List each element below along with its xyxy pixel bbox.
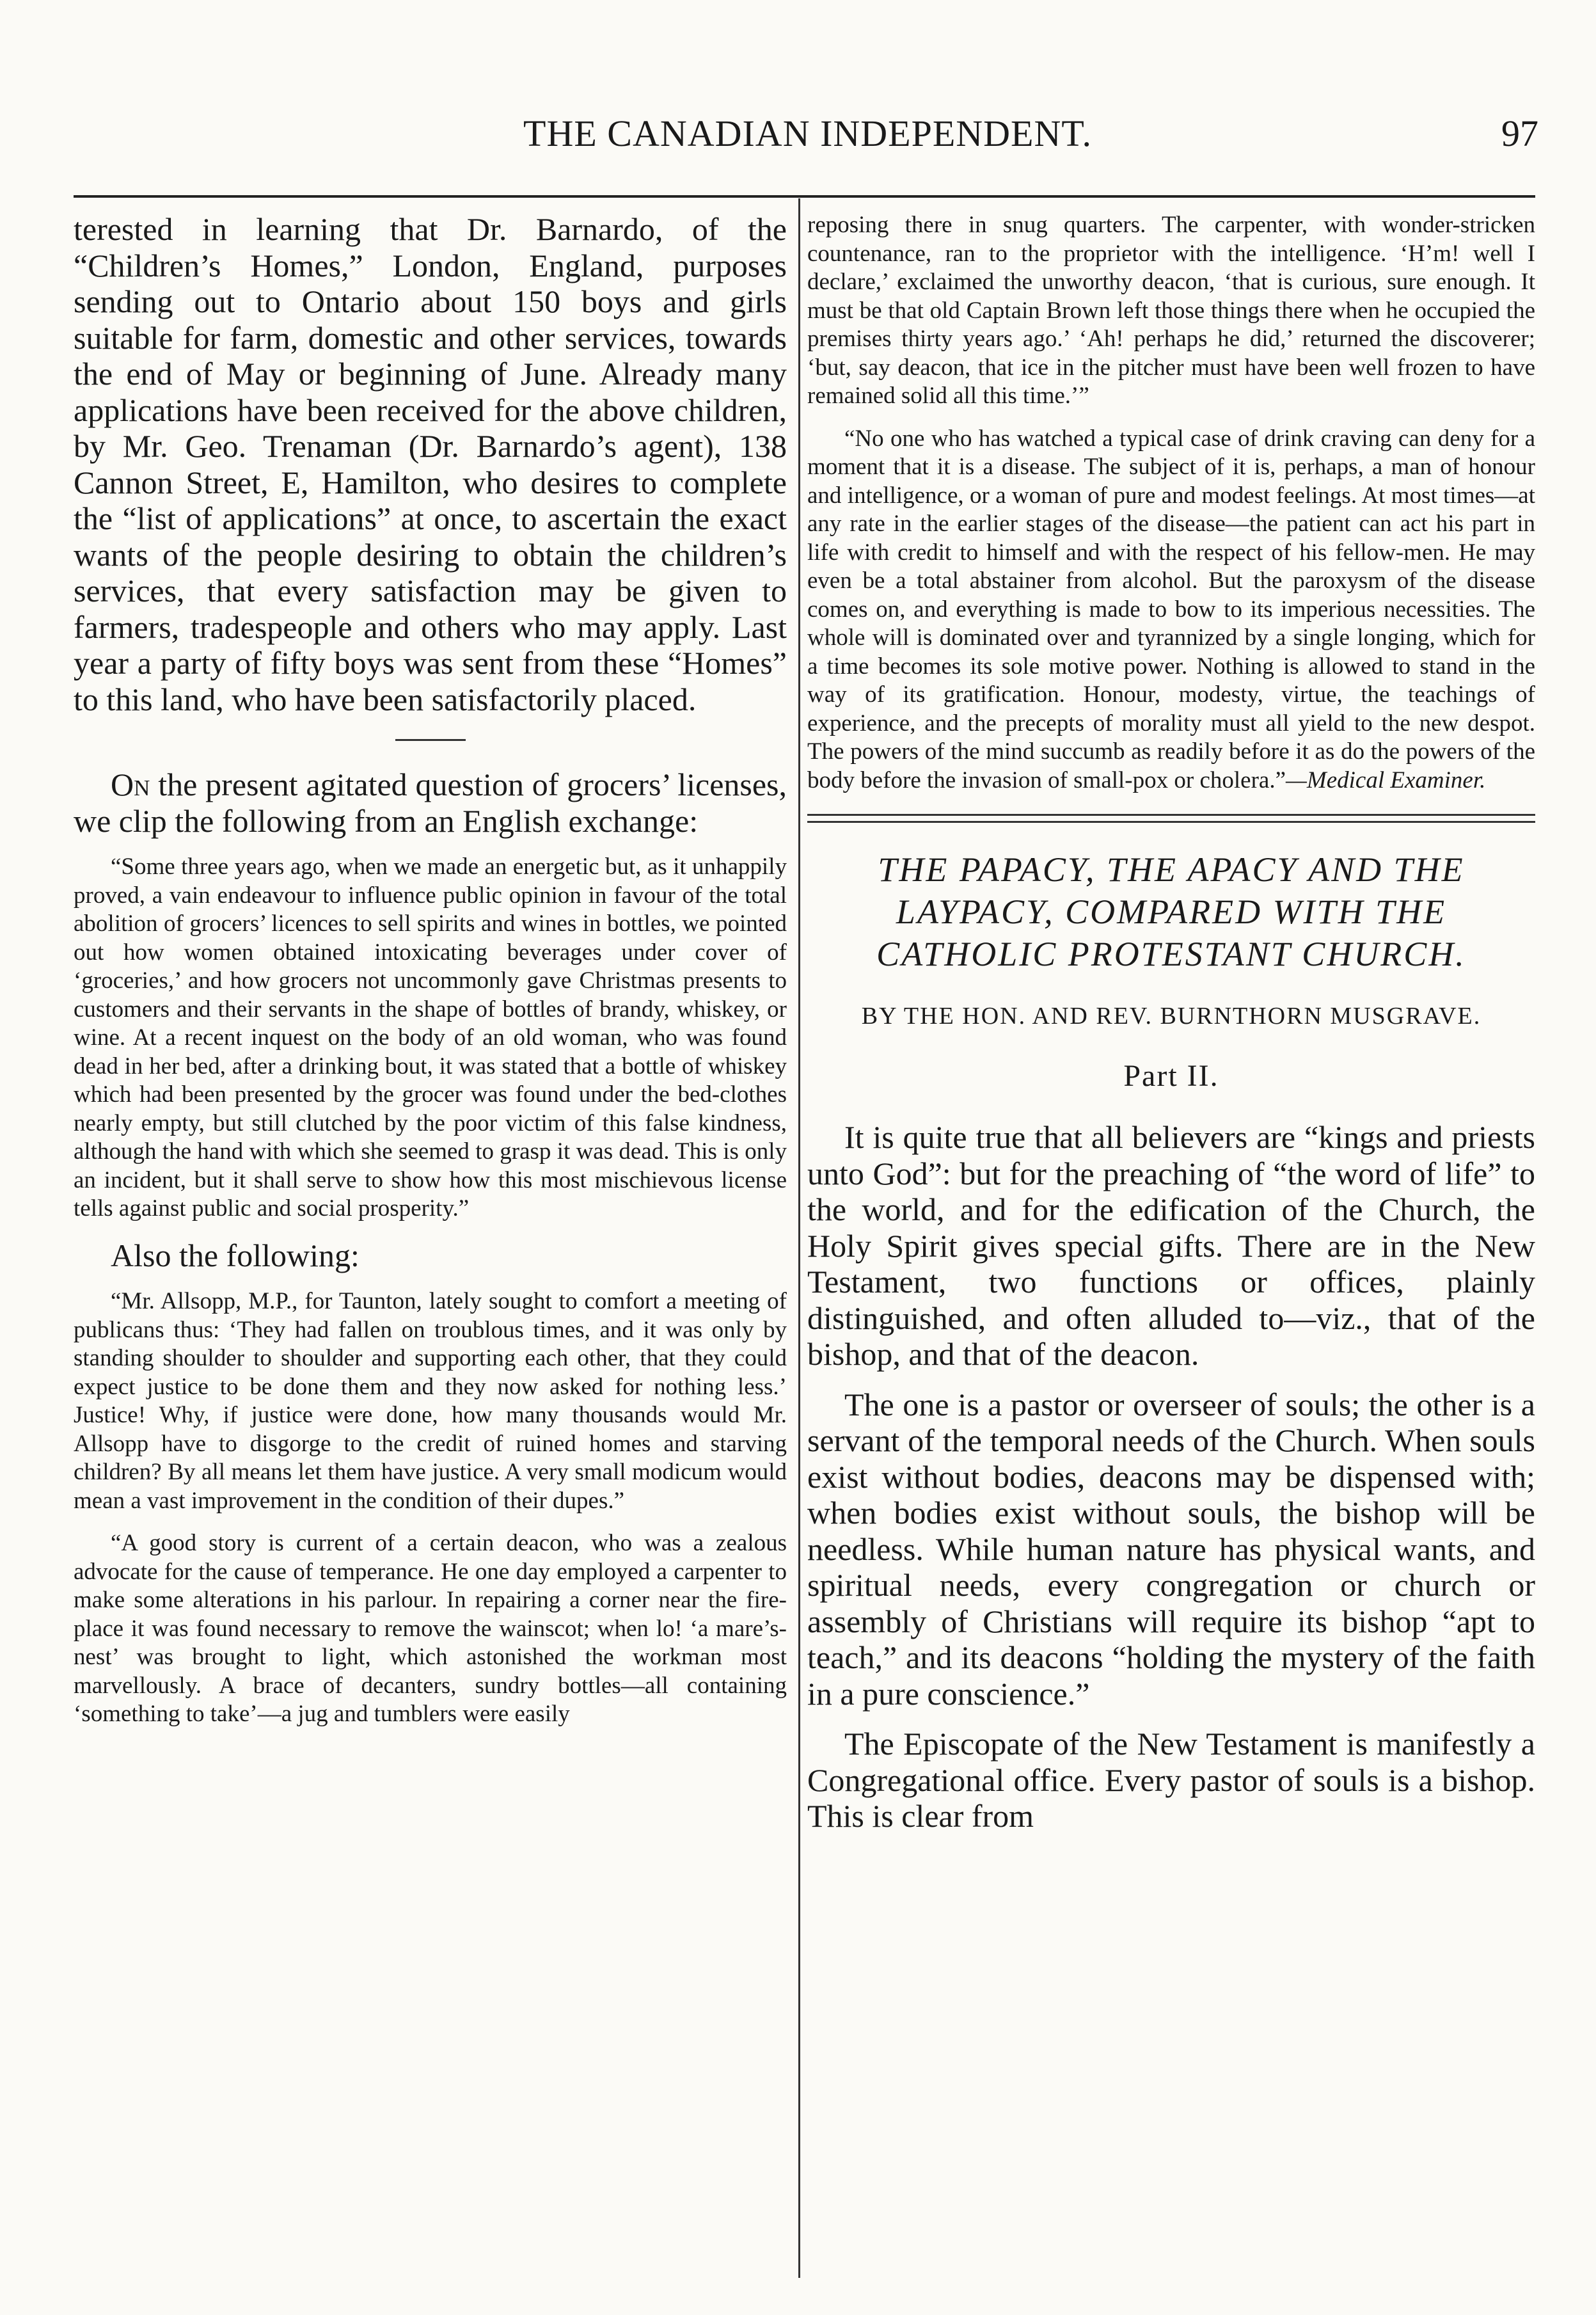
drink-craving-quote — [807, 425, 1535, 795]
part-heading: Part II. — [1123, 1059, 1219, 1093]
grocers-intro-text: the present agitated question of grocers’ licenses, we clip the following from an English exchange: — [74, 767, 787, 839]
section-rule — [395, 739, 466, 741]
grocers-intro-paragraph — [74, 767, 787, 839]
drink-craving-text: “No one who has watched a typical case of drink craving can deny for a moment that it is a disease. The subject of it is, perhaps, a man of honour and intelligence, or a woman of pure and modest feelings. At most times—at any rate in the earlier stages of the disease—the patient can act his part in life with credit to himself and with the respect of his fellow-men. He may even be a total abstainer from alcohol. But the paroxysm of the disease comes on, and everything is made to bow to its imperious necessities. The whole will is dominated over and tyrannized by a single longing, which for a time becomes its sole motive power. Nothing is allowed to stand in the way of its gratification. Honour, modesty, virtue, the teachings of experience, and the precepts of morality must all yield to the new despot. The powers of the mind succumb as readily before it as do the powers of the body before the invasion of small-pox or cholera.” — [807, 425, 1535, 793]
grocers-quote: “Some three years ago, when we made an energetic but, as it unhappily proved, a vain endeavour to influence public opinion in favour of the total abolition of grocers’ licences to sell spirits and wines in bottles, we pointed out how women obtained intoxicating beverages under cover of ‘groceries,’ and how grocers not uncommonly gave Christmas presents to customers and their servants in the shape of bottles of brandy, whiskey, or wine. At a recent inquest on the body of an old woman, who was found dead in her bed, after a drinking bout, it was stated that a bottle of whiskey which had been presented by the grocer was found under the bed-clothes nearly empty, but still clutched by the poor victim of this false kindness, although the hand with which she seemed to grasp it was dead. This is only an incident, but it shall serve to show how this most mischievous license tells against public and social prosperity.” — [74, 854, 787, 1221]
article-paragraph-1: It is quite true that all believers are “kings and priests unto God”: but for the preaching of “the word of life” to the world, and for the edification of the Church, the Holy Spirit gives special gifts. There are in the New Testament, two functions or offices, plainly distinguished, and often alluded to—viz., that of the bishop, and that of the deacon. — [807, 1119, 1535, 1372]
article-title: THE PAPACY, THE APACY AND THE LAYPACY, COMPARED WITH THE CATHOLIC PROTESTANT CHURCH. — [876, 850, 1466, 973]
quote-source: —Medical Examiner. — [1286, 767, 1486, 793]
article-paragraph-2: The one is a pastor or overseer of souls; the other is a servant of the temporal needs of the Church. When souls exist without bodies, deacons may be dispensed with; when bodies exist without souls, the bishop will be needless. While human nature has physical wants, and spiritual needs, every congregation or church or assembly of Christians will require its bishop “apt to teach,” and its deacons “holding the mystery of the faith in a pure conscience.” — [807, 1386, 1535, 1712]
running-head — [77, 112, 1538, 170]
allsopp-quote: “Mr. Allsopp, M.P., for Taunton, lately sought to comfort a meeting of publicans thus: ‘They had fallen on troublous times, and it was only by standing shoulder to shoulder and supporting each other, that they could expect justice to be done them and they now asked for nothing less.’ Justice! Why, if justice were done, how many thousands would Mr. Allsopp have to disgorge to the credit of ruined homes and starving children? By all means let them have justice. A very small modicum would mean a vast improvement in the condition of their dupes.” — [74, 1288, 787, 1514]
article-byline: BY THE HON. AND REV. BURNTHORN MUSGRAVE. — [861, 1003, 1481, 1030]
also-following-line: Also the following: — [111, 1237, 359, 1273]
article-separator — [807, 814, 1535, 823]
barnardo-paragraph: terested in learning that Dr. Barnardo, of the “Children’s Homes,” London, England, purposes sending out to Ontario about 150 boys and girls suitable for farm, domestic and other services, towards the end of May or beginning of June. Already many applications have been received for the above children, by Mr. Geo. Trenaman (Dr. Barnardo’s agent), 138 Cannon Street, E, Hamilton, who desires to complete the “list of applications” at once, to ascertain the exact wants of the people desiring to obtain the children’s services, that every satisfaction may be given to farmers, tradespeople and others who may apply. Last year a party of fifty boys was sent from these “Homes” to this land, who have been satisfactorily placed. — [74, 211, 787, 717]
publication-title: THE CANADIAN INDEPENDENT. — [523, 113, 1092, 154]
deacon-story-quote: “A good story is current of a certain deacon, who was a zealous advocate for the cause of temperance. He one day employed a carpenter to make some alterations in his parlour. In repairing a corner near the fire-place it was found necessary to remove the wainscot; when lo! ‘a mare’s-nest’ was brought to light, which astonished the workman most marvellously. A brace of decanters, sundry bottles—all containing ‘something to take’—a jug and tumblers were easily — [74, 1530, 787, 1727]
page-number: 97 — [1501, 113, 1538, 154]
right-column — [807, 211, 1535, 1834]
column-divider — [798, 198, 800, 2278]
deacon-story-continued: reposing there in snug quarters. The carpenter, with wonder-stricken countenance, ran to the proprietor with the intelligence. ‘H’m! well I declare,’ exclaimed the unworthy deacon, ‘that is curious, sure enough. It must be that old Captain Brown left those things there when he occupied the premises thirty years ago.’ ‘Ah! perhaps he did,’ returned the discoverer; ‘but, say deacon, that ice in the pitcher must have been well frozen to have remained solid all this time.’” — [807, 212, 1535, 409]
header-rule — [74, 195, 1535, 198]
article-paragraph-3: The Episcopate of the New Testament is manifestly a Congregational office. Every pastor of souls is a bishop. This is clear from — [807, 1726, 1535, 1834]
grocers-intro-lead: On — [111, 767, 150, 802]
left-column — [74, 211, 787, 1729]
